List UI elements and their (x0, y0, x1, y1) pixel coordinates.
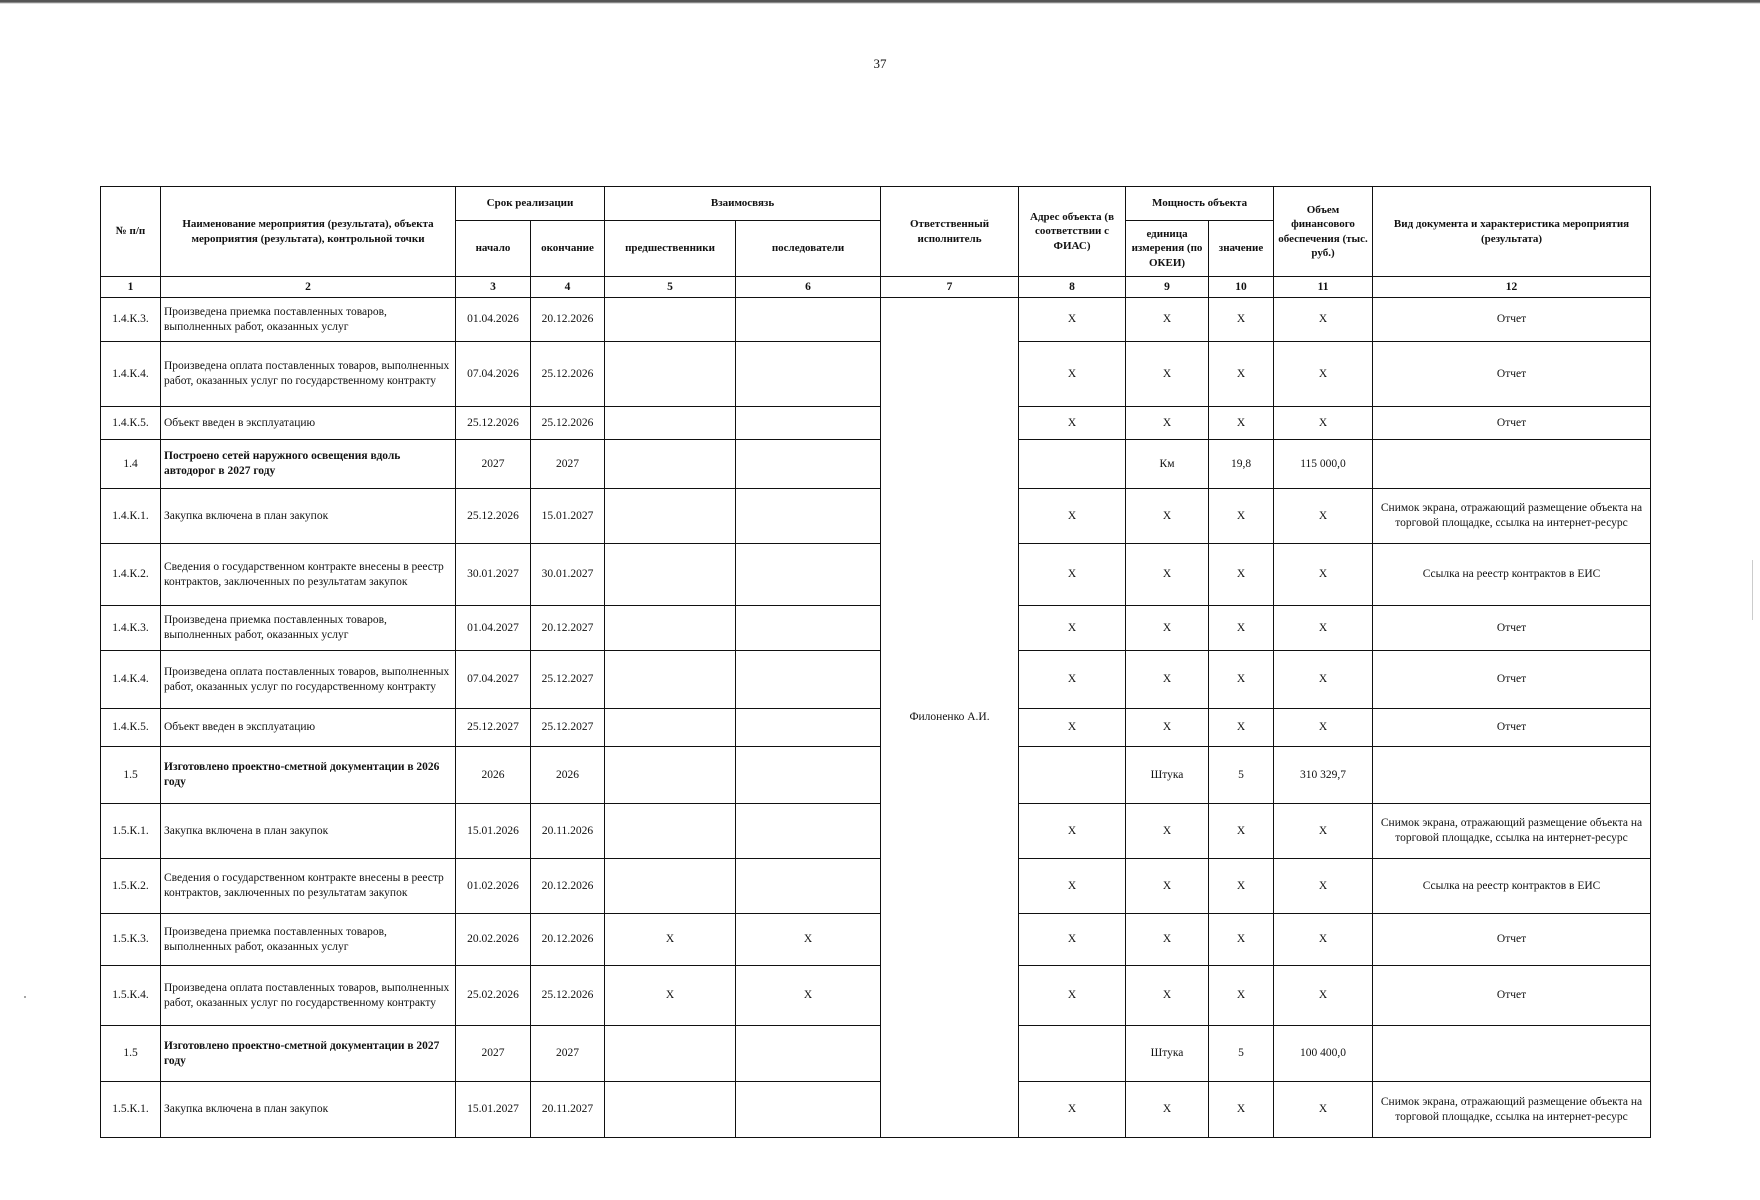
row-end: 25.12.2026 (531, 342, 605, 407)
row-number: 1.4.К.2. (101, 544, 161, 606)
row-doc (1373, 440, 1651, 489)
row-name: Сведения о государственном контракте внесены в реестр контрактов, заключенных по результатам закупок (161, 859, 456, 914)
row-unit: Х (1126, 914, 1209, 966)
row-address (1019, 1026, 1126, 1082)
row-doc: Отчет (1373, 914, 1651, 966)
row-start: 25.12.2026 (456, 489, 531, 544)
row-start: 25.12.2027 (456, 709, 531, 747)
row-unit: Х (1126, 544, 1209, 606)
row-value: 19,8 (1209, 440, 1274, 489)
row-finance: Х (1274, 651, 1373, 709)
header-relation: Взаимосвязь (605, 187, 881, 221)
row-successors (736, 407, 881, 440)
header-term: Срок реализации (456, 187, 605, 221)
table-row (101, 966, 1651, 1026)
row-successors (736, 544, 881, 606)
table-row (101, 489, 1651, 544)
row-number: 1.5.К.2. (101, 859, 161, 914)
row-value: Х (1209, 606, 1274, 651)
row-doc: Ссылка на реестр контрактов в ЕИС (1373, 859, 1651, 914)
responsible-executor: Филоненко А.И. (881, 298, 1019, 1138)
row-finance: 100 400,0 (1274, 1026, 1373, 1082)
row-successors (736, 1082, 881, 1138)
scan-speck (24, 996, 26, 998)
table-row (101, 709, 1651, 747)
row-number: 1.4.К.5. (101, 407, 161, 440)
table-row (101, 1082, 1651, 1138)
scan-margin-mark (1752, 560, 1753, 620)
row-end: 20.11.2027 (531, 1082, 605, 1138)
row-successors: Х (736, 914, 881, 966)
row-number: 1.4.К.3. (101, 606, 161, 651)
column-number: 6 (736, 277, 881, 298)
row-start: 25.12.2026 (456, 407, 531, 440)
row-end: 20.12.2026 (531, 298, 605, 342)
row-end: 2027 (531, 440, 605, 489)
row-start: 07.04.2026 (456, 342, 531, 407)
table-row (101, 298, 1651, 342)
row-predecessors (605, 606, 736, 651)
row-doc: Отчет (1373, 298, 1651, 342)
row-address: Х (1019, 407, 1126, 440)
row-predecessors (605, 298, 736, 342)
row-value: Х (1209, 544, 1274, 606)
header-capacity: Мощность объекта (1126, 187, 1274, 221)
row-start: 15.01.2026 (456, 804, 531, 859)
header-responsible: Ответственный исполнитель (881, 187, 1019, 277)
header-address: Адрес объекта (в соответствии с ФИАС) (1019, 187, 1126, 277)
row-start: 07.04.2027 (456, 651, 531, 709)
row-start: 2026 (456, 747, 531, 804)
row-value: 5 (1209, 747, 1274, 804)
row-address: Х (1019, 804, 1126, 859)
row-unit: Х (1126, 1082, 1209, 1138)
row-predecessors (605, 407, 736, 440)
row-finance: Х (1274, 914, 1373, 966)
row-successors (736, 804, 881, 859)
row-address: Х (1019, 342, 1126, 407)
table-row (101, 342, 1651, 407)
row-name: Объект введен в эксплуатацию (161, 407, 456, 440)
row-unit: Х (1126, 804, 1209, 859)
row-number: 1.4.К.5. (101, 709, 161, 747)
row-number: 1.4.К.4. (101, 651, 161, 709)
row-finance: Х (1274, 298, 1373, 342)
header-predecessors: предшественники (605, 221, 736, 277)
row-end: 15.01.2027 (531, 489, 605, 544)
row-name: Произведена оплата поставленных товаров, выполненных работ, оказанных услуг по государственному контракту (161, 651, 456, 709)
page-number: 37 (873, 56, 887, 71)
row-address: Х (1019, 489, 1126, 544)
row-name: Изготовлено проектно-сметной документации в 2026 году (161, 747, 456, 804)
table-row (101, 804, 1651, 859)
header-term-start: начало (456, 221, 531, 277)
table-row (101, 440, 1651, 489)
row-value: Х (1209, 859, 1274, 914)
row-address: Х (1019, 709, 1126, 747)
row-doc: Отчет (1373, 651, 1651, 709)
row-predecessors (605, 859, 736, 914)
row-finance: Х (1274, 544, 1373, 606)
row-finance: Х (1274, 709, 1373, 747)
row-name: Произведена оплата поставленных товаров, выполненных работ, оказанных услуг по государственному контракту (161, 966, 456, 1026)
scan-edge (0, 0, 1760, 4)
row-number: 1.4.К.3. (101, 298, 161, 342)
row-end: 20.11.2026 (531, 804, 605, 859)
row-unit: Х (1126, 489, 1209, 544)
table-row (101, 747, 1651, 804)
row-end: 2026 (531, 747, 605, 804)
column-number: 7 (881, 277, 1019, 298)
row-end: 20.12.2026 (531, 859, 605, 914)
row-doc: Отчет (1373, 966, 1651, 1026)
row-address: Х (1019, 606, 1126, 651)
header-doc: Вид документа и характеристика мероприятия (результата) (1373, 187, 1651, 277)
row-predecessors (605, 489, 736, 544)
row-start: 01.04.2027 (456, 606, 531, 651)
column-number: 12 (1373, 277, 1651, 298)
table-row (101, 544, 1651, 606)
row-value: Х (1209, 1082, 1274, 1138)
row-finance: Х (1274, 804, 1373, 859)
row-predecessors (605, 544, 736, 606)
row-value: Х (1209, 914, 1274, 966)
column-number: 10 (1209, 277, 1274, 298)
row-name: Объект введен в эксплуатацию (161, 709, 456, 747)
row-address: Х (1019, 651, 1126, 709)
row-doc (1373, 747, 1651, 804)
row-predecessors (605, 651, 736, 709)
row-unit: Х (1126, 606, 1209, 651)
row-start: 2027 (456, 1026, 531, 1082)
row-start: 20.02.2026 (456, 914, 531, 966)
row-unit: Х (1126, 966, 1209, 1026)
row-name: Изготовлено проектно-сметной документации в 2027 году (161, 1026, 456, 1082)
row-name: Произведена оплата поставленных товаров, выполненных работ, оказанных услуг по государственному контракту (161, 342, 456, 407)
column-number: 3 (456, 277, 531, 298)
row-start: 15.01.2027 (456, 1082, 531, 1138)
row-number: 1.5 (101, 747, 161, 804)
row-name: Построено сетей наружного освещения вдоль автодорог в 2027 году (161, 440, 456, 489)
row-finance: Х (1274, 342, 1373, 407)
row-number: 1.5.К.3. (101, 914, 161, 966)
row-value: Х (1209, 651, 1274, 709)
row-unit: Х (1126, 342, 1209, 407)
row-successors (736, 747, 881, 804)
row-number: 1.4 (101, 440, 161, 489)
row-successors (736, 342, 881, 407)
row-unit: Штука (1126, 747, 1209, 804)
row-successors (736, 440, 881, 489)
row-finance: Х (1274, 859, 1373, 914)
row-doc: Отчет (1373, 606, 1651, 651)
row-address (1019, 747, 1126, 804)
row-predecessors (605, 342, 736, 407)
row-end: 25.12.2027 (531, 651, 605, 709)
column-number: 1 (101, 277, 161, 298)
column-number: 8 (1019, 277, 1126, 298)
row-finance: 310 329,7 (1274, 747, 1373, 804)
column-number: 2 (161, 277, 456, 298)
row-number: 1.5.К.4. (101, 966, 161, 1026)
header-num: № п/п (101, 187, 161, 277)
row-doc: Отчет (1373, 407, 1651, 440)
row-end: 2027 (531, 1026, 605, 1082)
row-address: Х (1019, 966, 1126, 1026)
column-number: 5 (605, 277, 736, 298)
table-row (101, 651, 1651, 709)
row-doc: Отчет (1373, 342, 1651, 407)
row-predecessors: Х (605, 966, 736, 1026)
row-unit: Штука (1126, 1026, 1209, 1082)
row-successors (736, 859, 881, 914)
row-successors (736, 298, 881, 342)
row-successors (736, 651, 881, 709)
row-predecessors (605, 1082, 736, 1138)
header-value: значение (1209, 221, 1274, 277)
row-unit: Х (1126, 709, 1209, 747)
row-number: 1.5.К.1. (101, 804, 161, 859)
table-row (101, 1026, 1651, 1082)
row-start: 01.04.2026 (456, 298, 531, 342)
row-name: Закупка включена в план закупок (161, 804, 456, 859)
row-number: 1.4.К.4. (101, 342, 161, 407)
row-finance: Х (1274, 1082, 1373, 1138)
row-predecessors (605, 709, 736, 747)
row-finance: Х (1274, 489, 1373, 544)
column-number-row (101, 277, 1651, 298)
row-end: 25.12.2027 (531, 709, 605, 747)
row-value: Х (1209, 298, 1274, 342)
row-unit: Х (1126, 859, 1209, 914)
row-successors (736, 1026, 881, 1082)
row-end: 25.12.2026 (531, 966, 605, 1026)
row-end: 25.12.2026 (531, 407, 605, 440)
table-row (101, 859, 1651, 914)
row-unit: Х (1126, 651, 1209, 709)
row-address: Х (1019, 859, 1126, 914)
row-doc: Ссылка на реестр контрактов в ЕИС (1373, 544, 1651, 606)
row-finance: Х (1274, 606, 1373, 651)
table-row (101, 606, 1651, 651)
row-address: Х (1019, 298, 1126, 342)
row-value: Х (1209, 966, 1274, 1026)
column-number: 11 (1274, 277, 1373, 298)
row-address: Х (1019, 1082, 1126, 1138)
row-unit: Км (1126, 440, 1209, 489)
row-doc: Снимок экрана, отражающий размещение объекта на торговой площадке, ссылка на интернет-ресурс (1373, 804, 1651, 859)
header-name: Наименование мероприятия (результата), объекта мероприятия (результата), контрольной точки (161, 187, 456, 277)
row-value: Х (1209, 342, 1274, 407)
row-name: Закупка включена в план закупок (161, 1082, 456, 1138)
row-name: Произведена приемка поставленных товаров, выполненных работ, оказанных услуг (161, 606, 456, 651)
plan-table (100, 186, 1651, 1138)
header-unit: единица измерения (по ОКЕИ) (1126, 221, 1209, 277)
row-start: 01.02.2026 (456, 859, 531, 914)
row-doc (1373, 1026, 1651, 1082)
row-predecessors: Х (605, 914, 736, 966)
row-end: 20.12.2027 (531, 606, 605, 651)
row-finance: 115 000,0 (1274, 440, 1373, 489)
header-finance: Объем финансового обеспечения (тыс. руб.) (1274, 187, 1373, 277)
row-predecessors (605, 747, 736, 804)
row-unit: Х (1126, 407, 1209, 440)
row-doc: Снимок экрана, отражающий размещение объекта на торговой площадке, ссылка на интернет-ресурс (1373, 489, 1651, 544)
header-term-end: окончание (531, 221, 605, 277)
row-finance: Х (1274, 407, 1373, 440)
row-address (1019, 440, 1126, 489)
row-successors (736, 489, 881, 544)
row-doc: Снимок экрана, отражающий размещение объекта на торговой площадке, ссылка на интернет-ресурс (1373, 1082, 1651, 1138)
header-successors: последователи (736, 221, 881, 277)
row-start: 30.01.2027 (456, 544, 531, 606)
column-number: 4 (531, 277, 605, 298)
row-predecessors (605, 804, 736, 859)
column-number: 9 (1126, 277, 1209, 298)
row-successors (736, 709, 881, 747)
row-end: 30.01.2027 (531, 544, 605, 606)
row-name: Произведена приемка поставленных товаров, выполненных работ, оказанных услуг (161, 298, 456, 342)
row-value: Х (1209, 489, 1274, 544)
row-address: Х (1019, 544, 1126, 606)
table-row (101, 407, 1651, 440)
row-start: 25.02.2026 (456, 966, 531, 1026)
row-unit: Х (1126, 298, 1209, 342)
row-doc: Отчет (1373, 709, 1651, 747)
row-value: 5 (1209, 1026, 1274, 1082)
row-number: 1.5.К.1. (101, 1082, 161, 1138)
row-value: Х (1209, 407, 1274, 440)
row-start: 2027 (456, 440, 531, 489)
row-successors: Х (736, 966, 881, 1026)
row-predecessors (605, 440, 736, 489)
table-row (101, 914, 1651, 966)
row-name: Произведена приемка поставленных товаров, выполненных работ, оказанных услуг (161, 914, 456, 966)
row-name: Закупка включена в план закупок (161, 489, 456, 544)
row-value: Х (1209, 804, 1274, 859)
row-number: 1.5 (101, 1026, 161, 1082)
row-successors (736, 606, 881, 651)
row-predecessors (605, 1026, 736, 1082)
row-number: 1.4.К.1. (101, 489, 161, 544)
row-address: Х (1019, 914, 1126, 966)
row-end: 20.12.2026 (531, 914, 605, 966)
row-value: Х (1209, 709, 1274, 747)
row-name: Сведения о государственном контракте внесены в реестр контрактов, заключенных по результатам закупок (161, 544, 456, 606)
row-finance: Х (1274, 966, 1373, 1026)
